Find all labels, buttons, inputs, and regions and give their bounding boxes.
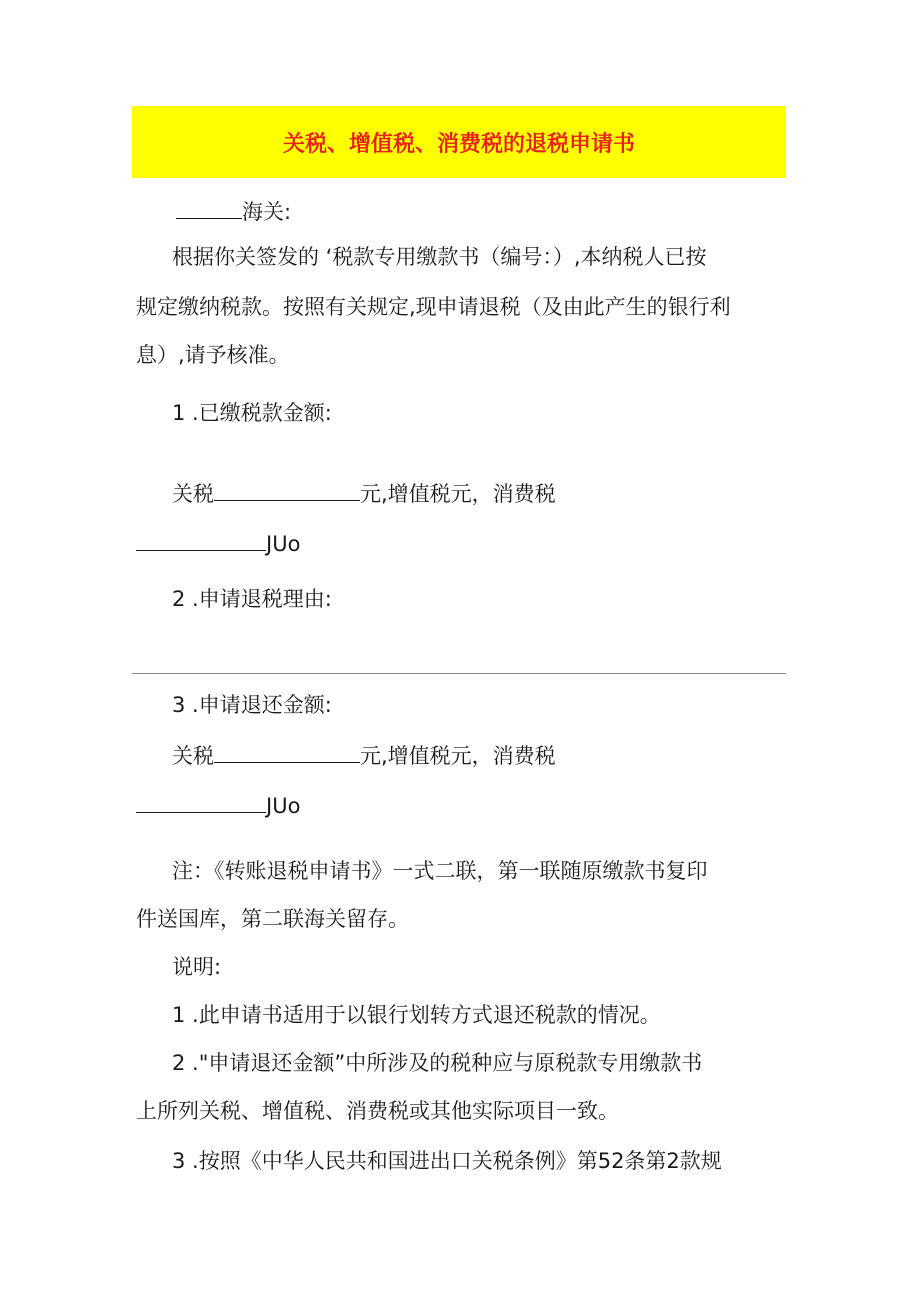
addressee-suffix: 海关: [242, 200, 292, 224]
addressee-line [176, 196, 291, 227]
explanation-heading: 说明: [172, 955, 222, 979]
section1-rest: 元,增值税元，消费税 [360, 482, 556, 506]
section1-unit: JUo [266, 532, 301, 556]
note-line-1: 注：《转账退税申请书》一式二联，第一联随原缴款书复印 [172, 859, 708, 883]
section1-amount-line [172, 478, 556, 509]
section3-customs-blank[interactable] [214, 740, 360, 763]
section3-consumption-blank[interactable] [136, 790, 266, 813]
section3-heading: 3 .申请退还金额: [172, 693, 332, 717]
section1-customs-blank[interactable] [214, 478, 360, 501]
customs-name-blank[interactable] [176, 196, 242, 219]
reason-blank-line[interactable] [132, 673, 786, 674]
intro-line-1: 根据你关签发的 ‘税款专用缴款书（编号：）,本纳税人已按 [172, 245, 707, 269]
section3-amount-line [172, 740, 556, 771]
section3-rest: 元,增值税元，消费税 [360, 744, 556, 768]
explanation-item-3: 3 .按照《中华人民共和国进出口关税条例》第52条第2款规 [172, 1149, 722, 1173]
section3-customs-label: 关税 [172, 744, 214, 768]
section3-unit: JUo [266, 794, 301, 818]
title-banner [132, 106, 786, 178]
intro-line-3: 息）,请予核准。 [136, 343, 290, 367]
section1-heading: 1 .已缴税款金额: [172, 401, 332, 425]
section1-consumption-blank[interactable] [136, 528, 266, 551]
explanation-item-1: 1 .此申请书适用于以银行划转方式退还税款的情况。 [172, 1003, 661, 1027]
section1-customs-label: 关税 [172, 482, 214, 506]
section3-unit-line [136, 790, 300, 821]
note-line-2: 件送国库，第二联海关留存。 [136, 907, 409, 931]
explanation-item-2-line-2: 上所列关税、增值税、消费税或其他实际项目一致。 [136, 1099, 619, 1123]
intro-line-2: 规定缴纳税款。按照有关规定,现申请退税（及由此产生的银行利 [136, 295, 731, 319]
section1-unit-line [136, 528, 300, 559]
explanation-item-2-line-1: 2 ."申请退还金额”中所涉及的税种应与原税款专用缴款书 [172, 1051, 703, 1075]
section2-heading: 2 .申请退税理由: [172, 587, 332, 611]
document-title: 关税、增值税、消费税的退税申请书 [282, 131, 635, 157]
